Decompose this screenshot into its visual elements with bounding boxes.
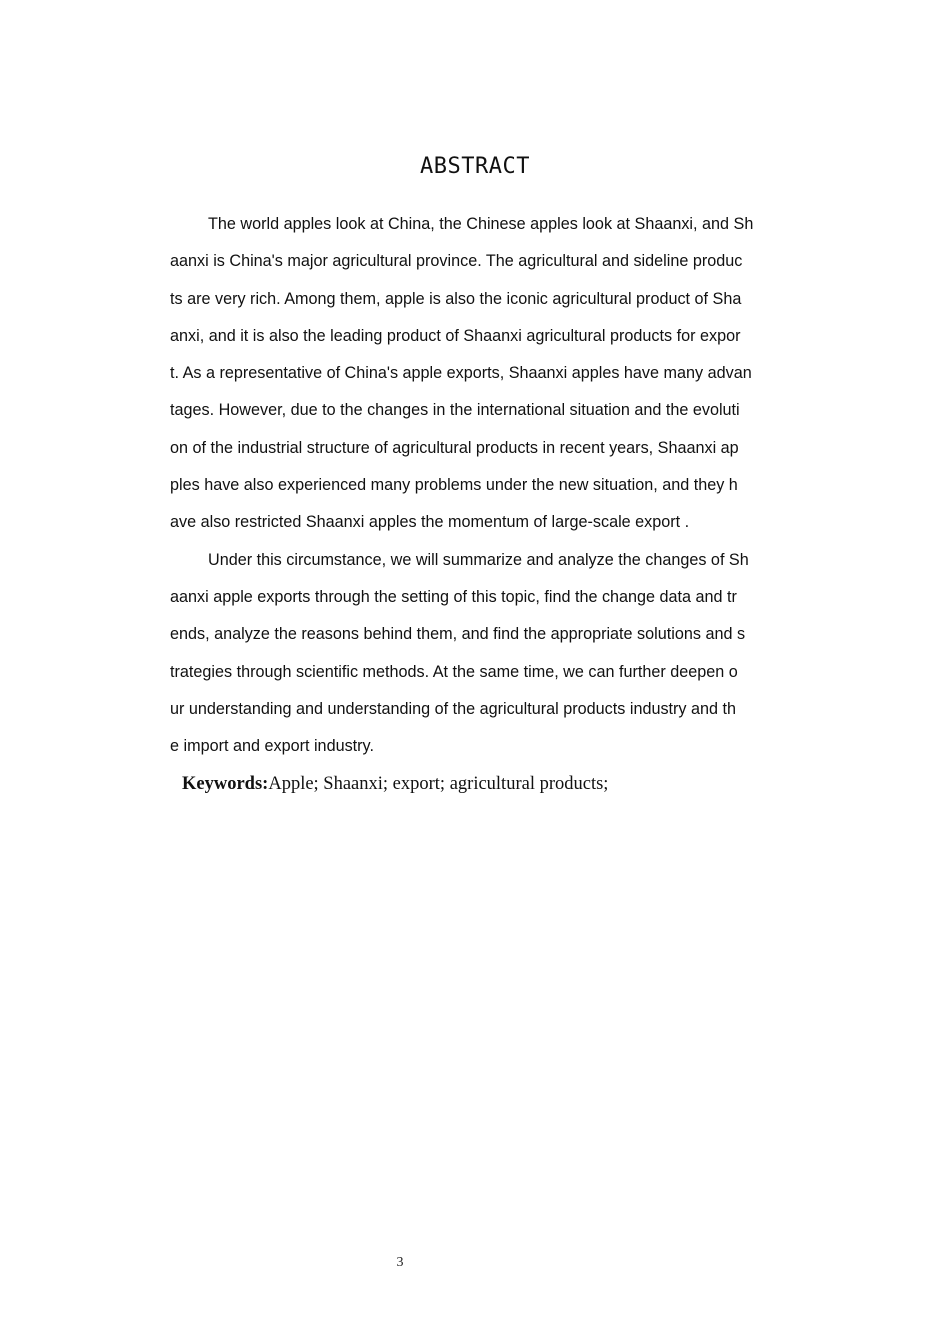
paragraph-2-line: aanxi apple exports through the setting of this topic, find the change data and tr	[170, 587, 737, 606]
keywords-text: Apple; Shaanxi; export; agricultural products;	[268, 774, 609, 794]
paragraph-1-line: anxi, and it is also the leading product of Shaanxi agricultural products for expor	[170, 326, 741, 345]
paragraph-2-line: ends, analyze the reasons behind them, and find the appropriate solutions and s	[170, 625, 746, 644]
paragraph-2-line: trategies through scientific methods. At the same time, we can further deepen o	[170, 662, 738, 681]
keywords-label: Keywords:	[182, 774, 269, 794]
paragraph-1-line: on of the industrial structure of agricultural products in recent years, Shaanxi ap	[170, 438, 739, 457]
paragraph-2-line: e import and export industry.	[170, 737, 374, 756]
keywords-line	[182, 768, 608, 800]
paragraph-1-line: aanxi is China's major agricultural province. The agricultural and sideline produc	[170, 252, 743, 271]
abstract-title: ABSTRACT	[420, 154, 530, 179]
paragraph-1-line: ples have also experienced many problems under the new situation, and they h	[170, 476, 738, 495]
paragraph-2-line: ur understanding and understanding of the agricultural products industry and th	[170, 699, 737, 718]
paragraph-1-line: The world apples look at China, the Chinese apples look at Shaanxi, and Sh	[208, 215, 754, 233]
paragraph-1-line: tages. However, due to the changes in the international situation and the evoluti	[170, 401, 740, 420]
page-number: 3	[396, 1255, 404, 1270]
paragraph-1-line: ave also restricted Shaanxi apples the momentum of large-scale export .	[170, 513, 690, 532]
paragraph-2-line: Under this circumstance, we will summarize and analyze the changes of Sh	[208, 550, 749, 569]
paragraph-1-line: ts are very rich. Among them, apple is also the iconic agricultural product of Sha	[170, 289, 742, 308]
paragraph-1-line: t. As a representative of China's apple exports, Shaanxi apples have many advan	[170, 364, 752, 383]
abstract-body	[170, 206, 793, 765]
